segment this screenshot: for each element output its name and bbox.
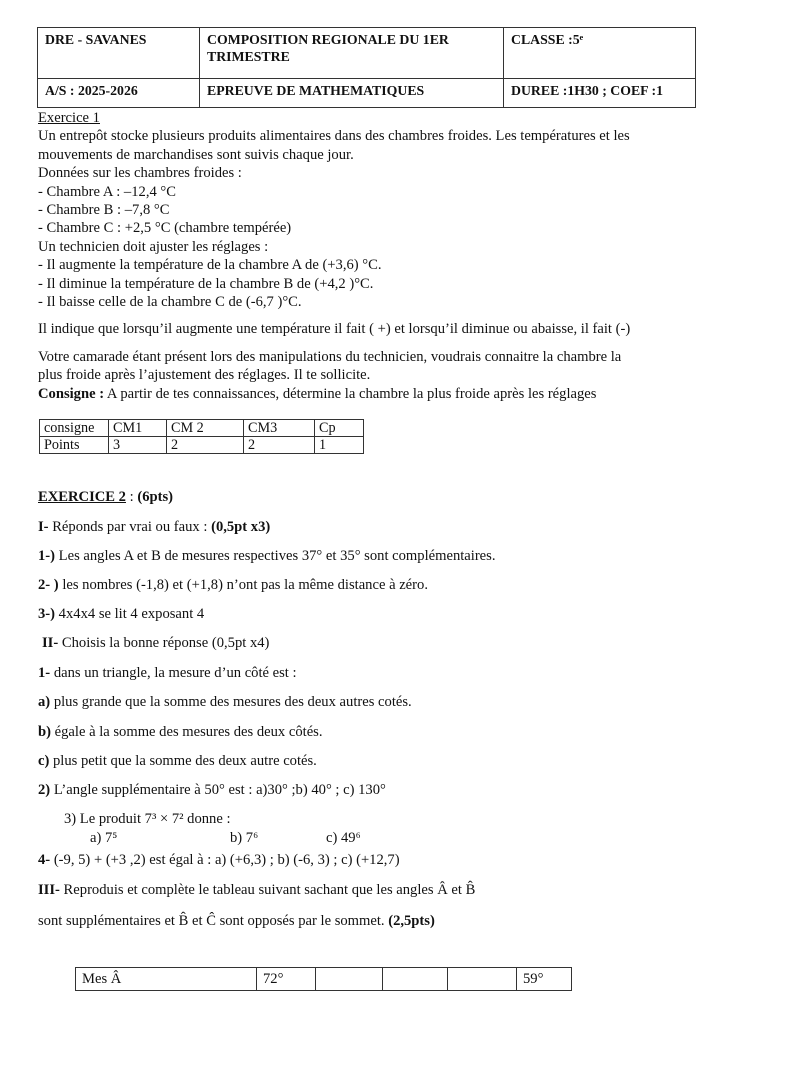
question-text: 4x4x4 se lit 4 exposant 4: [55, 606, 205, 622]
option-text: égale à la somme des mesures des deux côtés.: [50, 724, 323, 740]
question-text: L’angle supplémentaire à 50° est : a)30° ;b) 40° ; c) 130°: [50, 782, 386, 798]
header-region: DRE - SAVANES: [38, 28, 200, 79]
mc-question-3: 3) Le produit 7³ × 7² donne :: [64, 811, 231, 827]
option-letter: c): [38, 753, 50, 769]
question-text: dans un triangle, la mesure d’un côté est :: [50, 665, 297, 681]
angle-cell: [316, 968, 383, 991]
exam-header-table: [37, 27, 696, 108]
option-letter: b): [38, 724, 51, 740]
part-3-line2: [38, 912, 758, 930]
consigne-label: Consigne :: [38, 385, 105, 402]
question-text: les nombres (-1,8) et (+1,8) n’ont pas la même distance à zéro.: [58, 577, 428, 593]
context-line2: plus froide après l’ajustement des réglages. Il te sollicite.: [38, 367, 371, 384]
score-table: [39, 419, 364, 454]
part-1-points: (0,5pt x3): [211, 519, 271, 535]
angle-cell: [383, 968, 448, 991]
angle-table: [75, 967, 572, 991]
option-letter: a): [38, 694, 51, 710]
question-text: (-9, 5) + (+3 ,2) est égal à : a) (+6,3) ; b) (-6, 3) ; c) (+12,7): [50, 852, 400, 868]
option-text: plus petit que la somme des deux autre cotés.: [49, 753, 317, 769]
option-text: plus grande que la somme des mesures des deux autres cotés.: [50, 694, 412, 710]
score-header-cell: CM 2: [167, 420, 244, 437]
score-header-cell: Cp: [315, 420, 364, 437]
score-cell: 1: [315, 437, 364, 454]
score-header-cell: CM3: [244, 420, 315, 437]
mc3-option-c: c) 49⁶: [326, 830, 361, 846]
header-duration: DUREE :1H30 ; COEF :1: [504, 79, 696, 108]
context-line1: Votre camarade étant présent lors des manipulations du technicien, voudrais connaitre la chambre la: [38, 348, 622, 365]
score-header-cell: consigne: [40, 420, 109, 437]
angle-cell: [448, 968, 517, 991]
score-cell: 3: [109, 437, 167, 454]
part-1-text: Réponds par vrai ou faux :: [48, 519, 212, 535]
mc-question-1: [38, 664, 758, 682]
header-class: CLASSE :5ᵉ: [504, 28, 696, 79]
part-2-text: Choisis la bonne réponse (0,5pt x4): [58, 635, 270, 651]
score-cell: 2: [167, 437, 244, 454]
consigne: [38, 385, 753, 403]
mc1-option-b: [38, 723, 758, 741]
part-3-label: III-: [38, 882, 60, 898]
question-number: 3-): [38, 606, 56, 622]
score-cell: 2: [244, 437, 315, 454]
header-title: COMPOSITION REGIONALE DU 1ER TRIMESTRE: [200, 28, 504, 79]
adjustment-3: - Il baisse celle de la chambre C de (-6,7 )°C.: [38, 294, 302, 311]
angle-label-cell: Mes Â: [76, 968, 257, 991]
header-subject: EPREUVE DE MATHEMATIQUES: [200, 79, 504, 108]
chamber-b: - Chambre B : –7,8 °C: [38, 202, 170, 219]
tf-question-1: [38, 547, 758, 565]
mc-question-4: [38, 851, 758, 869]
mc3-option-a: a) 7⁵: [90, 830, 118, 846]
part-2-label: II-: [42, 635, 59, 651]
tf-question-3: [38, 605, 758, 623]
chamber-c: - Chambre C : +2,5 °C (chambre tempérée): [38, 220, 292, 237]
question-number: 1-): [38, 548, 56, 564]
angle-table-row: [76, 968, 572, 991]
angle-cell: 59°: [517, 968, 572, 991]
exercise-2-label: EXERCICE 2: [38, 489, 126, 505]
score-header-cell: CM1: [109, 420, 167, 437]
score-points-row: [40, 437, 364, 454]
tf-question-2: [38, 576, 758, 594]
part-3-heading: [38, 881, 758, 899]
ex1-data-title: Données sur les chambres froides :: [38, 165, 242, 182]
angle-cell: 72°: [257, 968, 316, 991]
part-1-label: I-: [38, 519, 49, 535]
adjustment-1: - Il augmente la température de la chambre A de (+3,6) °C.: [38, 257, 382, 274]
adjustment-2: - Il diminue la température de la chambre B de (+4,2 )°C.: [38, 275, 374, 292]
technician-title: Un technicien doit ajuster les réglages :: [38, 238, 269, 255]
mc1-option-a: [38, 693, 758, 711]
consigne-text: A partir de tes connaissances, détermine la chambre la plus froide après les réglages: [104, 385, 597, 402]
part-3-points: (2,5pts): [388, 913, 435, 929]
score-cell: Points: [40, 437, 109, 454]
header-year: A/S : 2025-2026: [38, 79, 200, 108]
score-header-row: [40, 420, 364, 437]
exercise-2-points: (6pts): [137, 489, 174, 505]
question-number: 2- ): [38, 577, 59, 593]
title-separator: :: [125, 489, 138, 505]
part-3-text-line1: Reproduis et complète le tableau suivant sachant que les angles Â et B̂: [59, 882, 476, 898]
sign-note: Il indique que lorsqu’il augmente une température il fait ( +) et lorsqu’il diminue ou abaisse, il fait (-): [38, 321, 631, 338]
mc3-option-b: b) 7⁶: [230, 830, 259, 846]
question-text: Les angles A et B de mesures respectives 37° et 35° sont complémentaires.: [55, 548, 496, 564]
ex1-intro-line1: Un entrepôt stocke plusieurs produits alimentaires dans des chambres froides. Les températures et les: [38, 128, 630, 145]
question-number: 1-: [38, 665, 51, 681]
chamber-a: - Chambre A : –12,4 °C: [38, 183, 176, 200]
part-3-text-line2: sont supplémentaires et B̂ et Ĉ sont opposés par le sommet.: [38, 913, 389, 929]
part-2-heading: [42, 634, 762, 652]
mc1-option-c: [38, 752, 758, 770]
exercise-1: [38, 109, 753, 403]
part-1-heading: [38, 518, 758, 536]
question-number: 2): [38, 782, 51, 798]
question-number: 4-: [38, 852, 51, 868]
ex1-intro-line2: mouvements de marchandises sont suivis chaque jour.: [38, 146, 354, 163]
mc-question-2: [38, 781, 758, 799]
exercise-2-title: [38, 488, 758, 506]
exercise-1-title: Exercice 1: [38, 110, 100, 126]
